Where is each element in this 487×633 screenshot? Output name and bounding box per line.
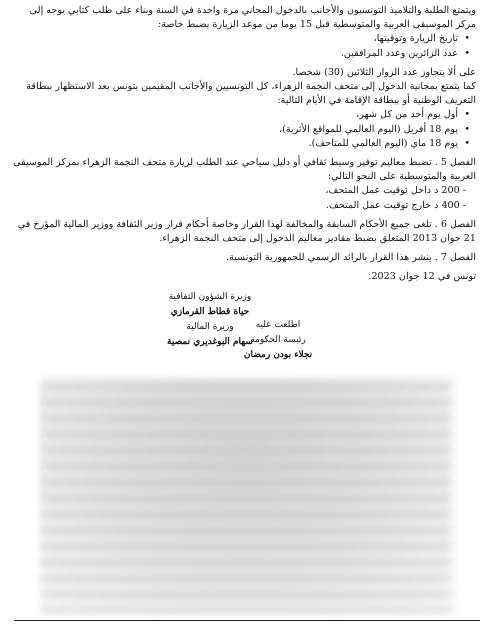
paragraph-students-free-entry: ويتمتع الطلبة والتلاميذ التونسيون والأجانب بالدخول المجاني مرة واحدة في السنة وبناء على طلب كتابي يوجه إلى مركز الموسيقى العربية والمتوسطية قبل 15 يوما من موعد الزيارة يضبط خاصة: [29, 5, 476, 31]
list-item-may-18: • يوم 18 ماي (اليوم العالمي للمتاحف). [10, 137, 476, 151]
paragraph-max-visitors: على ألا يتجاوز عدد الزوار الثلاثين (30) شخصا. [292, 66, 476, 78]
list-item-fee-outside-hours: - 400 د خارج توقيت عمل المتحف. [325, 199, 466, 211]
paragraph-article-7: الفصل 7 . ينشر هذا القرار بالرائد الرسمي للجمهورية التونسية. [226, 252, 476, 264]
finance-minister-name: سهام البوغديري نمصية [167, 337, 253, 347]
signature-head-of-government [228, 318, 328, 363]
head-of-government-name: نجلاء بودن رمضان [243, 350, 313, 360]
seen-label: اطلعت عليه [255, 320, 301, 330]
document-date: تونس في 12 جوان 2023. [368, 271, 476, 283]
page-bottom-rule [14, 620, 480, 621]
signature-culture-minister [150, 290, 270, 320]
list-item-april-18: • يوم 18 أفريل (اليوم العالمي للمواقع الأثرية)، [10, 123, 476, 137]
paragraph-article-5: الفصل 5 . تضبط معاليم توفير وسيط ثقافي أو دليل سياحي عند الطلب لزيارة متحف النجمة الزهراء بمركز الموسيقى العربية والمتوسطية على النحو التالي: [13, 157, 476, 183]
blurred-content-region [40, 378, 452, 613]
paragraph-article-6: الفصل 6 . تلغى جميع الأحكام السابقة والمخالفة لهذا القرار وخاصة أحكام قرار وزير الثقافة ووزير المالية المؤرخ في 21 جوان 2013 المتعلق بضبط مقادير معاليم الدخول إلى متحف النجمة الزهراء. [17, 218, 476, 245]
culture-minister-title: وزيرة الشؤون الثقافية [168, 292, 252, 302]
culture-minister-name: حياة قطاط القرمازي [170, 307, 250, 317]
list-item-visit-date: • تاريخ الزيارة وتوقيتها، [10, 32, 476, 46]
finance-minister-title: وزيرة المالية [186, 322, 234, 332]
list-item-fee-inside-hours: - 200 د داخل توقيت عمل المتحف، [325, 185, 466, 197]
paragraph-free-days: كما يتمتع بمجانية الدخول إلى متحف النجمة الزهراء، كل التونسيين والأجانب المقيمين بتونس بعد الاستظهار ببطاقة التعريف الوطنية أو ببطاقة الإقامة في الأيام التالية: [26, 81, 476, 107]
list-item-visitors-count: • عدد الزائرين وعدد المرافقين. [10, 47, 476, 61]
head-of-government-title: رئيسة الحكومة [250, 335, 306, 345]
document-body [10, 4, 476, 285]
list-item-first-sunday: • أول يوم أحد من كل شهر، [10, 108, 476, 122]
